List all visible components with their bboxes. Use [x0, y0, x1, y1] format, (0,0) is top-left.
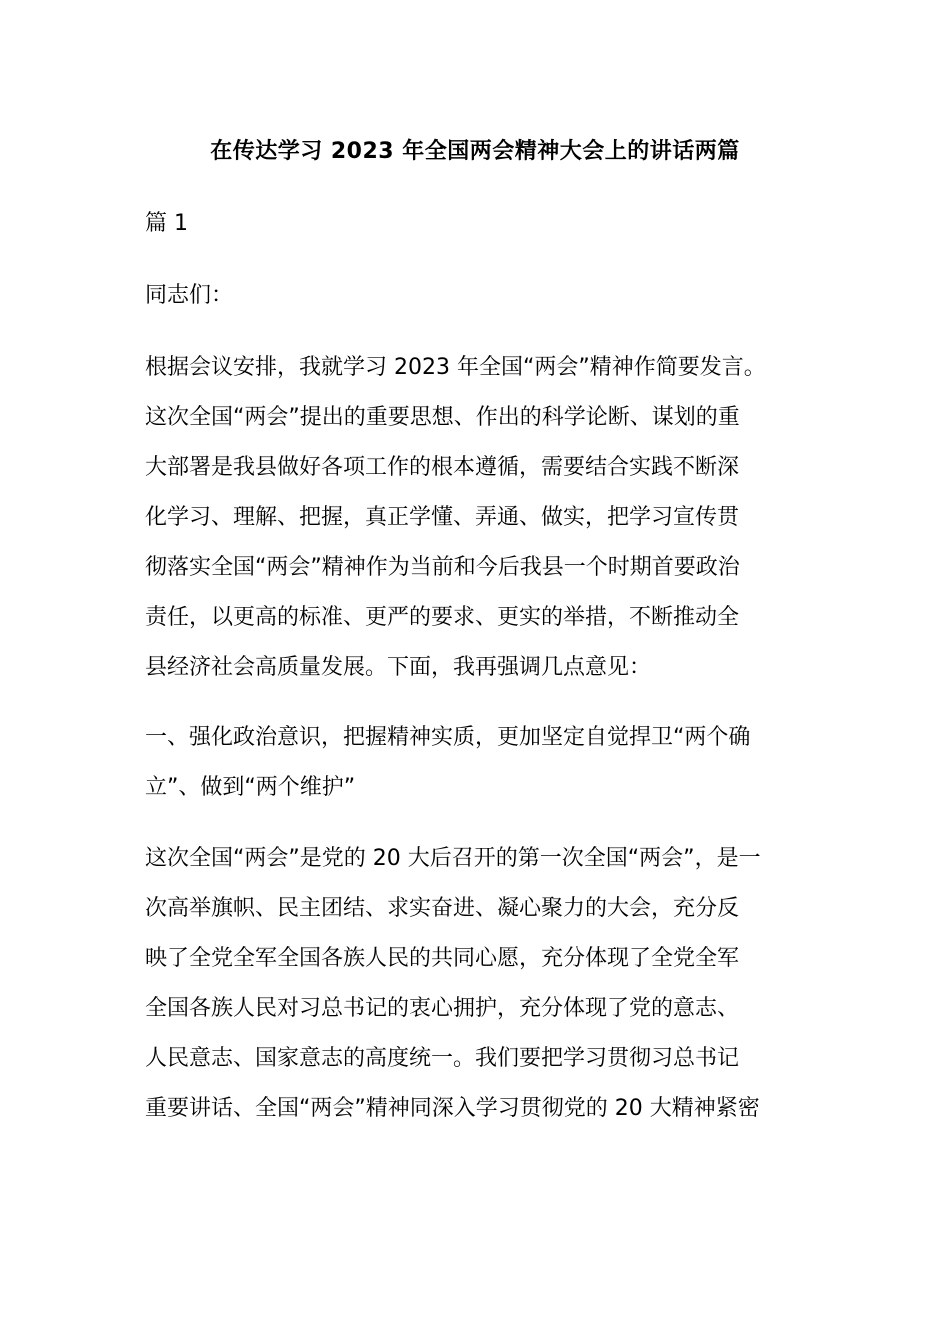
paragraph-line: 这次全国“两会”提出的重要思想、作出的科学论断、谋划的重 — [145, 405, 740, 430]
paragraph-line: 化学习、理解、把握，真正学懂、弄通、做实，把学习宣传贯 — [145, 505, 740, 530]
paragraph-line: 这次全国“两会”是党的 20 大后召开的第一次全国“两会”，是一 — [145, 846, 761, 871]
heading-line: 立”、做到“两个维护” — [145, 775, 356, 800]
paragraph-line: 大部署是我县做好各项工作的根本遵循，需要结合实践不断深 — [145, 455, 740, 480]
paragraph-line: 县经济社会高质量发展。下面，我再强调几点意见： — [145, 655, 652, 680]
paragraph-line: 彻落实全国“两会”精神作为当前和今后我县一个时期首要政治 — [145, 555, 740, 580]
heading-line: 一、强化政治意识，把握精神实质，更加坚定自觉捍卫“两个确 — [145, 725, 751, 750]
paragraph-line: 根据会议安排，我就学习 2023 年全国“两会”精神作简要发言。 — [145, 355, 766, 380]
salutation: 同志们： — [145, 283, 234, 308]
paragraph-line: 映了全党全军全国各族人民的共同心愿，充分体现了全党全军 — [145, 946, 740, 971]
document-title: 在传达学习 2023 年全国两会精神大会上的讲话两篇 — [210, 139, 740, 164]
section-label: 篇 1 — [145, 211, 188, 236]
paragraph-line: 重要讲话、全国“两会”精神同深入学习贯彻党的 20 大精神紧密 — [145, 1096, 760, 1121]
paragraph-line: 次高举旗帜、民主团结、求实奋进、凝心聚力的大会，充分反 — [145, 896, 740, 921]
paragraph-line: 人民意志、国家意志的高度统一。我们要把学习贯彻习总书记 — [145, 1046, 740, 1071]
paragraph-line: 全国各族人民对习总书记的衷心拥护，充分体现了党的意志、 — [145, 996, 740, 1021]
paragraph-line: 责任，以更高的标准、更严的要求、更实的举措，不断推动全 — [145, 605, 740, 630]
